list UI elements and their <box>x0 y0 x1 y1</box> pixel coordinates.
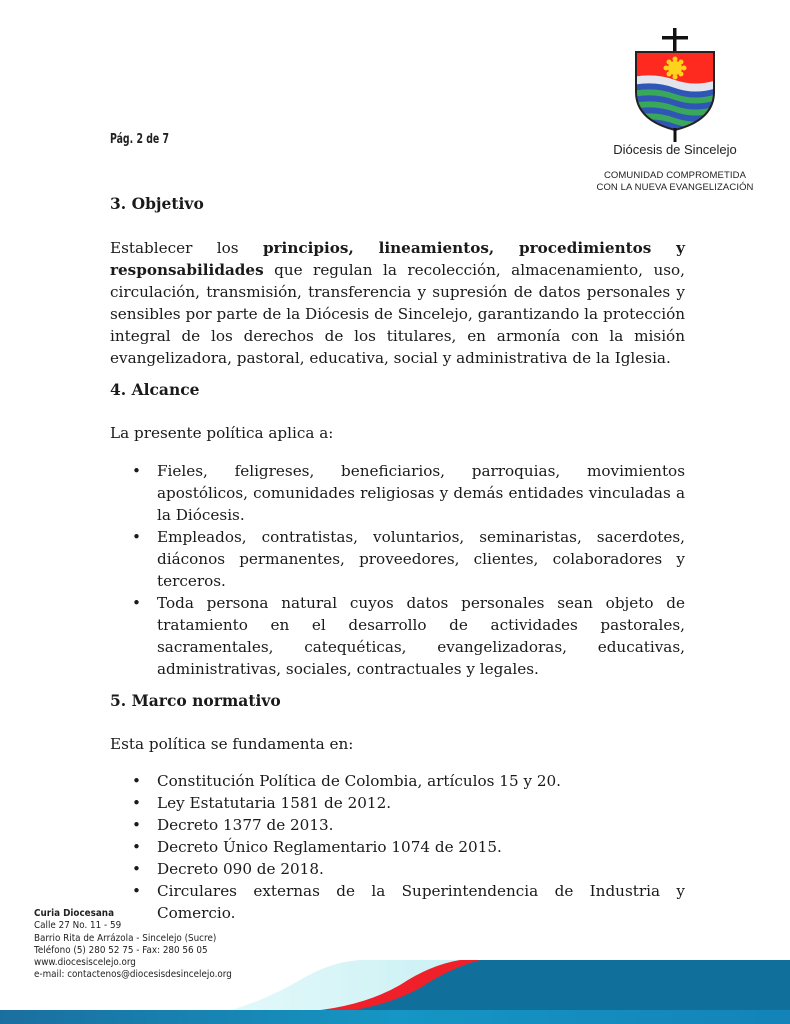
list-item <box>110 858 685 880</box>
list-item-text: Fieles, feligreses, beneficiarios, parroquias, movimientos apostólicos, comunidades religiosas y demás entidades vinculadas a la Diócesis. <box>157 462 685 524</box>
list-item-text: Ley Estatutaria 1581 de 2012. <box>157 794 392 812</box>
diocese-logo <box>590 28 760 198</box>
list-item <box>110 792 685 814</box>
org-name: Diócesis de Sincelejo <box>613 142 737 157</box>
section-title-alcance: 4. Alcance <box>110 380 200 399</box>
bullet-icon: • <box>132 838 141 856</box>
alcance-intro: La presente política aplica a: <box>110 424 334 442</box>
list-item-text: Decreto 1377 de 2013. <box>157 816 334 834</box>
list-item <box>110 592 685 680</box>
objetivo-bold-terms: principios, lineamientos, procedimientos y responsabilidades <box>110 239 686 279</box>
bullet-icon: • <box>132 594 141 612</box>
list-item-text: Empleados, contratistas, voluntarios, seminaristas, sacerdotes, diáconos permanentes, proveedores, clientes, colaboradores y terceros. <box>157 528 685 590</box>
bullet-icon: • <box>132 528 141 546</box>
objetivo-text-start: Establecer los <box>110 239 263 257</box>
slogan-line-1: COMUNIDAD COMPROMETIDA <box>603 170 747 181</box>
list-item-text: Toda persona natural cuyos datos personales sean objeto de tratamiento en el desarrollo de actividades pastorales, sacramentales, catequéticas, evangelizadoras, educativas, administrativas, sociales, contractuales y legales. <box>157 594 685 678</box>
bullet-icon: • <box>132 772 141 790</box>
bullet-icon: • <box>132 816 141 834</box>
slogan-line-2: CON LA NUEVA EVANGELIZACIÓN <box>596 182 754 193</box>
marco-intro: Esta política se fundamenta en: <box>110 735 354 753</box>
bullet-icon: • <box>132 860 141 878</box>
section-title-marco: 5. Marco normativo <box>110 691 281 710</box>
footer-email-link[interactable]: e-mail: contactenos@diocesisdesincelejo.org <box>34 969 232 981</box>
marco-list <box>110 770 685 924</box>
list-item <box>110 770 685 792</box>
objetivo-paragraph <box>110 237 685 369</box>
page-indicator: Pág. 2 de 7 <box>110 132 170 147</box>
footer-website-link[interactable]: www.diocesiscelejo.org <box>34 957 136 969</box>
list-item <box>110 526 685 592</box>
section-title-objetivo: 3. Objetivo <box>110 194 204 213</box>
list-item-text: Constitución Política de Colombia, artículos 15 y 20. <box>157 772 562 790</box>
footer-contact <box>34 908 232 982</box>
objetivo-text-rest: que regulan la recolección, almacenamiento, uso, circulación, transmisión, transferencia y supresión de datos personales y sensibles por parte de la Diócesis de Sincelejo, garantizando la protección integral de los derechos de los titulares, en armonía con la misión evangelizadora, pastoral, educativa, social y administrativa de la Iglesia. <box>110 261 685 367</box>
footer-org-name: Curia Diocesana <box>34 908 115 919</box>
footer-address-line1: Calle 27 No. 11 - 59 <box>34 920 122 932</box>
bullet-icon: • <box>132 882 141 900</box>
list-item <box>110 814 685 836</box>
footer-address-line2: Barrio Rita de Arrázola - Sincelejo (Sucre) <box>34 932 217 944</box>
bullet-icon: • <box>132 794 141 812</box>
list-item-text: Circulares externas de la Superintendencia de Industria y Comercio. <box>157 882 685 922</box>
alcance-list <box>110 460 685 680</box>
list-item <box>110 460 685 526</box>
list-item-text: Decreto 090 de 2018. <box>157 860 324 878</box>
bullet-icon: • <box>132 462 141 480</box>
list-item <box>110 836 685 858</box>
coat-of-arms-icon <box>628 28 722 142</box>
org-slogan <box>590 170 760 194</box>
list-item-text: Decreto Único Reglamentario 1074 de 2015. <box>157 838 502 856</box>
footer-phone: Teléfono (5) 280 52 75 - Fax: 280 56 05 <box>34 944 208 956</box>
